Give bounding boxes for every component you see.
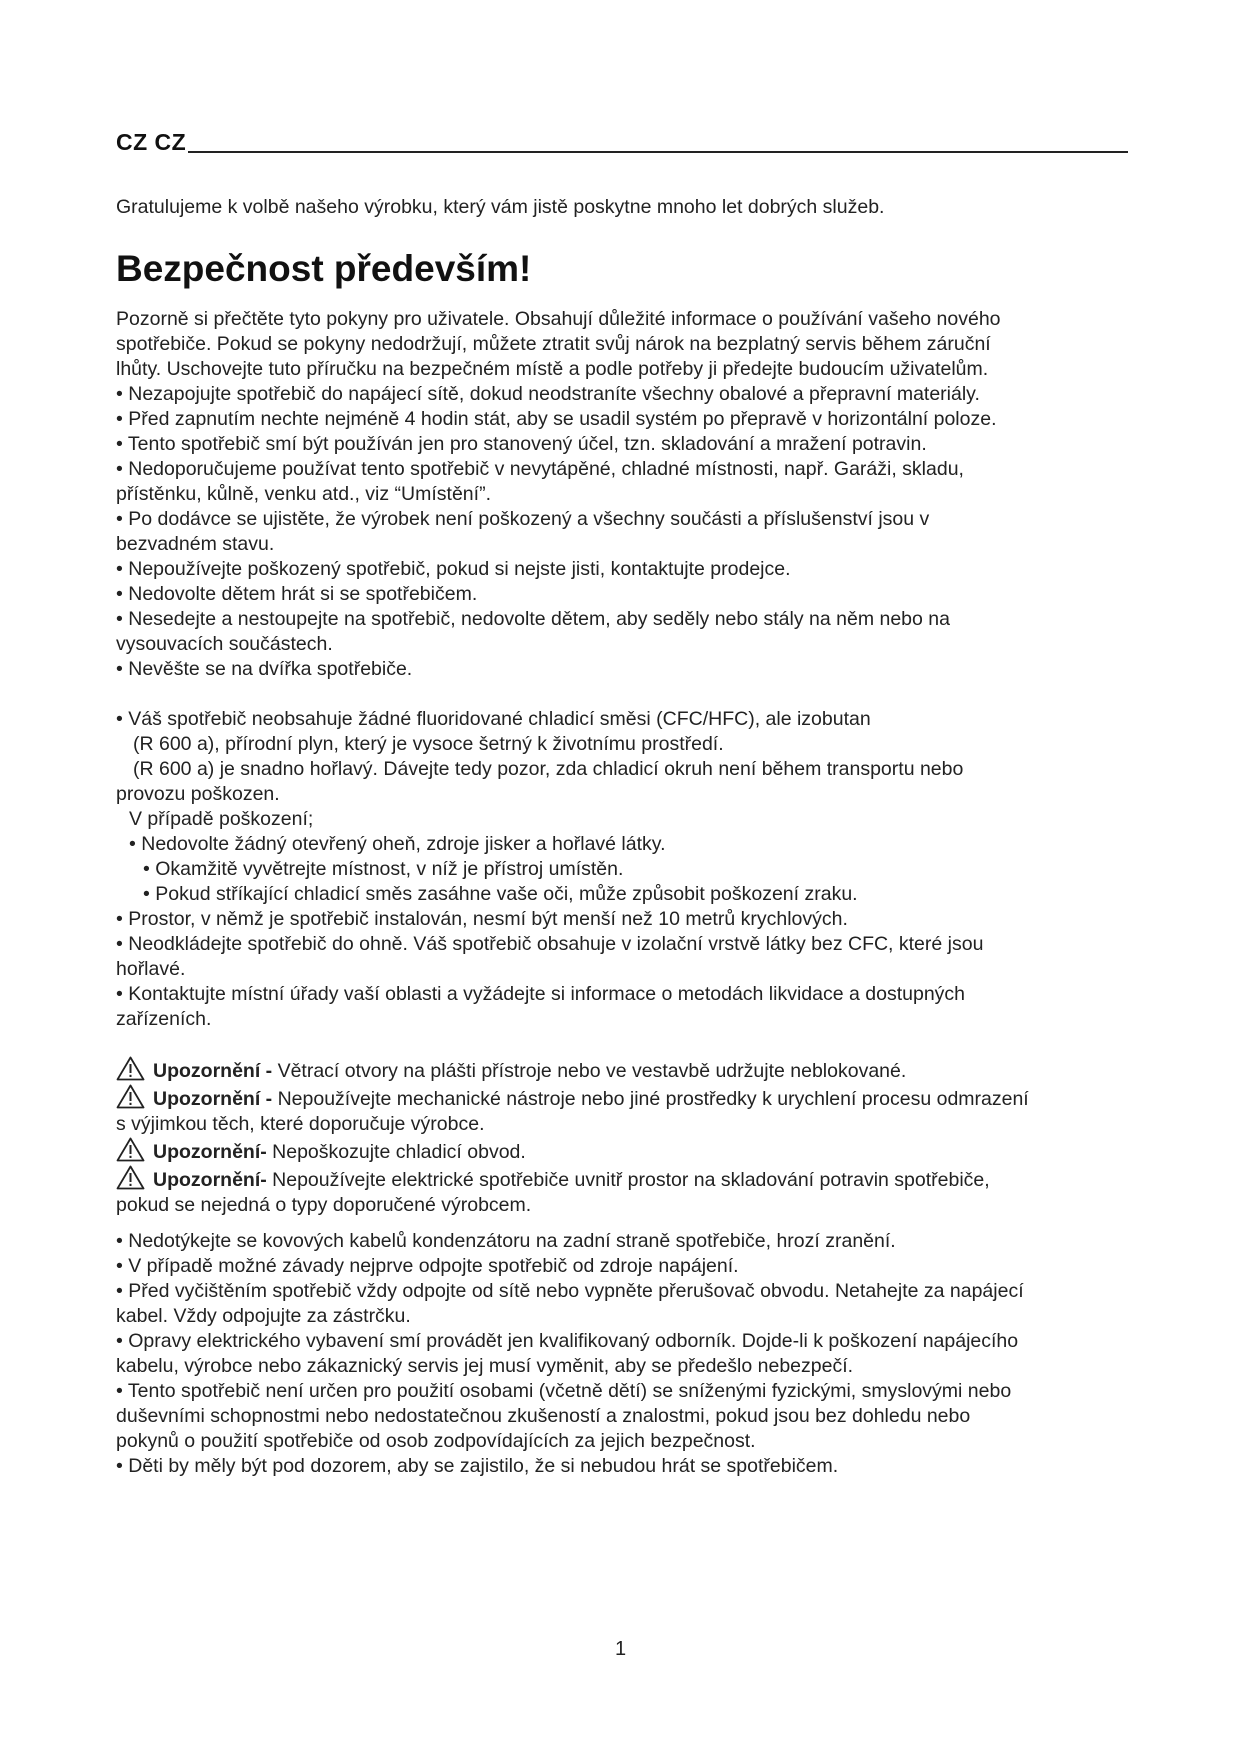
text-line: hořlavé. xyxy=(116,958,186,980)
warning-text: Větrací otvory na plášti přístroje nebo ve vestavbě udržujte neblokované. xyxy=(272,1060,907,1082)
text-line: bezvadném stavu. xyxy=(116,533,275,555)
text-line: V případě poškození; xyxy=(129,808,314,830)
list-item: • Pokud stříkající chladicí směs zasáhne vaše oči, může způsobit poškození zraku. xyxy=(143,883,858,905)
warning-label: Upozornění - xyxy=(153,1088,273,1110)
text-line: vysouvacích součástech. xyxy=(116,633,333,655)
text-line: (R 600 a) je snadno hořlavý. Dávejte tedy pozor, zda chladicí okruh není během transportu nebo xyxy=(133,758,964,780)
warning-text: Nepoškozujte chladicí obvod. xyxy=(266,1141,526,1163)
list-item: • Před zapnutím nechte nejméně 4 hodin stát, aby se usadil systém po přepravě v horizontální poloze. xyxy=(116,408,997,430)
header-language-code: CZ CZ xyxy=(116,129,187,155)
list-item: • Tento spotřebič smí být používán jen pro stanovený účel, tzn. skladování a mražení potravin. xyxy=(116,433,927,455)
warning-label: Upozornění- xyxy=(153,1169,267,1191)
list-item: • Nezapojujte spotřebič do napájecí sítě, dokud neodstraníte všechny obalové a přepravní materiály. xyxy=(116,383,980,405)
section-heading: Bezpečnost především! xyxy=(116,248,532,289)
list-item: • Nedovolte žádný otevřený oheň, zdroje jisker a hořlavé látky. xyxy=(129,833,666,855)
text-line: spotřebiče. Pokud se pokyny nedodržují, můžete ztratit svůj nárok na bezplatný servis během záruční xyxy=(116,333,991,355)
list-item: • Nevěšte se na dvířka spotřebiče. xyxy=(116,658,413,680)
text-line: kabelu, výrobce nebo zákaznický servis jej musí vyměnit, aby se předešlo nebezpečí. xyxy=(116,1355,854,1377)
warning-triangle-icon xyxy=(116,1084,145,1109)
page-header xyxy=(116,130,1128,154)
warning-item xyxy=(116,1137,1128,1165)
list-item: • Nepoužívejte poškozený spotřebič, pokud si nejste jisti, kontaktujte prodejce. xyxy=(116,558,791,580)
list-item: • Děti by měly být pod dozorem, aby se zajistilo, že si nebudou hrát se spotřebičem. xyxy=(116,1455,839,1477)
list-item: • Nesedejte a nestoupejte na spotřebič, nedovolte dětem, aby seděly nebo stály na něm nebo na xyxy=(116,608,950,630)
list-item: • Tento spotřebič není určen pro použití osobami (včetně dětí) se sníženými fyzickými, smyslovými nebo xyxy=(116,1380,1012,1402)
text-line: duševními schopnostmi nebo nedostatečnou zkušeností a znalostmi, pokud jsou bez dohledu nebo xyxy=(116,1405,971,1427)
warning-text-continued: pokud se nejedná o typy doporučené výrobcem. xyxy=(116,1194,532,1216)
list-item: • Okamžitě vyvětrejte místnost, v níž je přístroj umístěn. xyxy=(143,858,624,880)
warning-item xyxy=(116,1056,1128,1084)
warning-item xyxy=(116,1084,1128,1137)
text-line: lhůty. Uschovejte tuto příručku na bezpečném místě a podle potřeby ji předejte budoucím uživatelům. xyxy=(116,358,989,380)
warning-triangle-icon xyxy=(116,1165,145,1190)
text-line: (R 600 a), přírodní plyn, který je vysoce šetrný k životnímu prostředí. xyxy=(133,733,724,755)
warning-text-continued: s výjimkou těch, které doporučuje výrobce. xyxy=(116,1113,485,1135)
text-line: přístěnku, kůlně, venku atd., viz “Umístění”. xyxy=(116,483,491,505)
list-item: • Nedovolte dětem hrát si se spotřebičem. xyxy=(116,583,478,605)
text-line: provozu poškozen. xyxy=(116,783,280,805)
warning-triangle-icon xyxy=(116,1137,145,1162)
warnings-block xyxy=(116,1056,1128,1218)
list-item: • Neodkládejte spotřebič do ohně. Váš spotřebič obsahuje v izolační vrstvě látky bez CFC, které jsou xyxy=(116,933,984,955)
safety-instructions xyxy=(116,307,1128,682)
text-line: pokynů o použití spotřebiče od osob zodpovídajících za jejich bezpečnost. xyxy=(116,1430,756,1452)
list-item: • Kontaktujte místní úřady vaší oblasti a vyžádejte si informace o metodách likvidace a dostupných xyxy=(116,983,966,1005)
list-item: • Po dodávce se ujistěte, že výrobek není poškozený a všechny součásti a příslušenství jsou v xyxy=(116,508,930,530)
list-item: • Před vyčištěním spotřebič vždy odpojte od sítě nebo vypněte přerušovač obvodu. Netahejte za napájecí xyxy=(116,1280,1024,1302)
refrigerant-instructions xyxy=(116,707,1128,1032)
warning-text: Nepoužívejte mechanické nástroje nebo jiné prostředky k urychlení procesu odmrazení xyxy=(272,1088,1029,1110)
electrical-safety-instructions xyxy=(116,1229,1128,1479)
list-item: • Nedoporučujeme používat tento spotřebič v nevytápěné, chladné místnosti, např. Garáži, skladu, xyxy=(116,458,964,480)
warning-triangle-icon xyxy=(116,1056,145,1081)
list-item: • Nedotýkejte se kovových kabelů kondenzátoru na zadní straně spotřebiče, hrozí zranění. xyxy=(116,1230,896,1252)
page-number: 1 xyxy=(614,1638,627,1660)
list-item: • Prostor, v němž je spotřebič instalován, nesmí být menší než 10 metrů krychlových. xyxy=(116,908,848,930)
warning-text: Nepoužívejte elektrické spotřebiče uvnitř prostor na skladování potravin spotřebiče, xyxy=(266,1169,990,1191)
text-line: Pozorně si přečtěte tyto pokyny pro uživatele. Obsahují důležité informace o používání vašeho nového xyxy=(116,308,1001,330)
text-line: zařízeních. xyxy=(116,1008,212,1030)
warning-label: Upozornění- xyxy=(153,1141,267,1163)
intro-text: Gratulujeme k volbě našeho výrobku, který vám jistě poskytne mnoho let dobrých služeb. xyxy=(116,196,885,218)
list-item: • V případě možné závady nejprve odpojte spotřebič od zdroje napájení. xyxy=(116,1255,739,1277)
warning-label: Upozornění - xyxy=(153,1060,273,1082)
list-item: • Váš spotřebič neobsahuje žádné fluoridované chladicí směsi (CFC/HFC), ale izobutan xyxy=(116,708,871,730)
text-line: kabel. Vždy odpojujte za zástrčku. xyxy=(116,1305,411,1327)
list-item: • Opravy elektrického vybavení smí provádět jen kvalifikovaný odborník. Dojde-li k poškození napájecího xyxy=(116,1330,1019,1352)
header-rule xyxy=(188,151,1128,153)
warning-item xyxy=(116,1165,1128,1218)
